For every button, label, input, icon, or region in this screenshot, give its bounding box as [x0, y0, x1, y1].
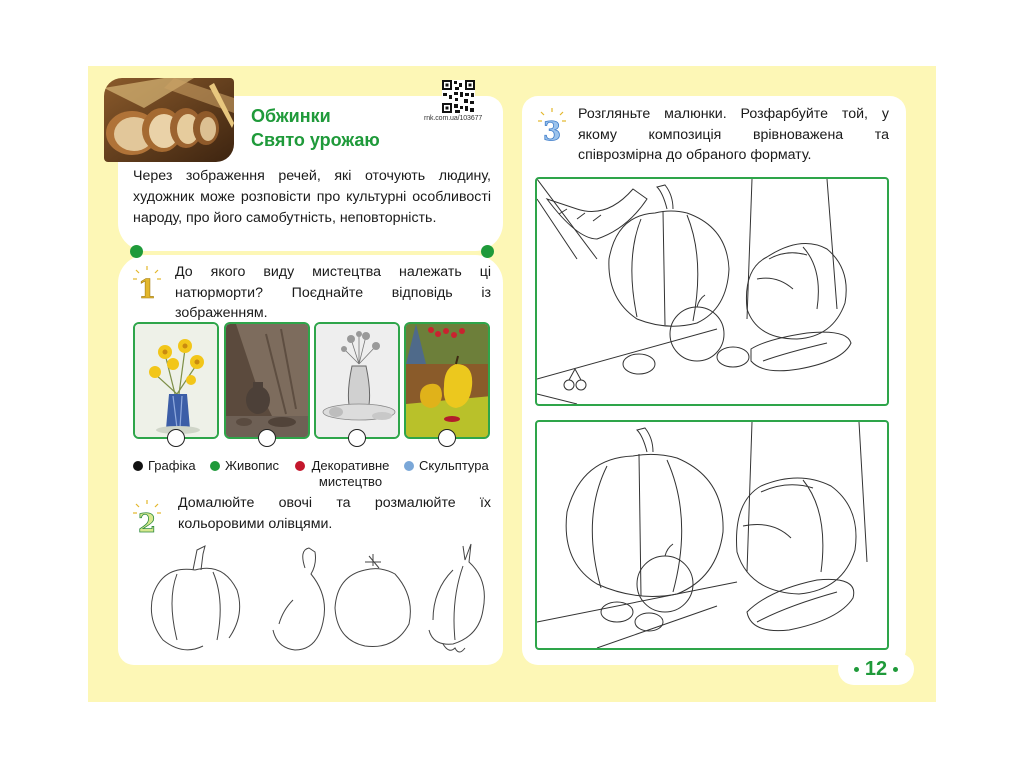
- intro-text: Через зображення речей, які оточують людину, художник може розповісти про культурні особливості народу, про його самобутність, неповторність.: [133, 168, 491, 226]
- task1-number-icon: [132, 266, 162, 300]
- coloring-frame-1[interactable]: [535, 177, 889, 406]
- legend-item-decorative[interactable]: [295, 458, 391, 490]
- legend-label-graphics: Графіка: [148, 458, 196, 473]
- lesson-title-line2: Свято урожаю: [251, 130, 380, 150]
- legend-dot-painting: [210, 461, 220, 471]
- vegetable-outlines[interactable]: [133, 540, 493, 658]
- divider-dot-left: [130, 245, 143, 258]
- legend-label-decorative: Декоративне мистецтво: [311, 458, 390, 489]
- still-life-card-4[interactable]: [404, 322, 490, 439]
- lesson-title-line1: Обжинки: [251, 106, 331, 126]
- legend-item-sculpture[interactable]: [404, 458, 489, 474]
- answer-circle-3[interactable]: [348, 429, 366, 447]
- answer-circle-1[interactable]: [167, 429, 185, 447]
- legend-label-painting: Живопис: [225, 458, 280, 473]
- qr-code-icon[interactable]: [442, 80, 475, 113]
- answer-circle-2[interactable]: [258, 429, 276, 447]
- still-life-card-2[interactable]: [224, 322, 310, 439]
- task3-number-icon: [537, 108, 567, 142]
- task3-text: Розгляньте малюнки. Розфарбуйте той, у якому композиція врівноважена та співрозмірна до обраного формату.: [578, 106, 889, 163]
- legend-dot-decorative: [295, 461, 305, 471]
- legend-item-graphics[interactable]: [133, 458, 196, 474]
- task2-number: 2: [137, 509, 157, 534]
- legend-item-painting[interactable]: [210, 458, 279, 474]
- legend-label-sculpture: Скульптура: [419, 458, 489, 473]
- task1-text: До якого виду мистецтва належать ці натюрморти? Поєднайте відповідь із зображенням.: [175, 264, 491, 321]
- divider-dot-right: [481, 245, 494, 258]
- legend-dot-sculpture: [404, 461, 414, 471]
- legend-dot-graphics: [133, 461, 143, 471]
- answer-circle-4[interactable]: [438, 429, 456, 447]
- bread-photo: [104, 78, 234, 162]
- page-number-dot-right: [893, 667, 898, 672]
- page-number-value: 12: [864, 657, 888, 680]
- qr-caption[interactable]: rnk.com.ua/103677: [424, 115, 483, 122]
- task2-text: Домалюйте овочі та розмалюйте їх кольоровими олівцями.: [178, 495, 491, 532]
- task1-number: 1: [137, 275, 157, 300]
- coloring-frame-2[interactable]: [535, 420, 889, 650]
- page-number-dot-left: [854, 667, 859, 672]
- task2-number-icon: [132, 500, 162, 534]
- page-number: [838, 653, 914, 685]
- still-life-card-1[interactable]: [133, 322, 219, 439]
- still-life-card-3[interactable]: [314, 322, 400, 439]
- lesson-title: [251, 104, 380, 152]
- task3-number: 3: [542, 117, 562, 142]
